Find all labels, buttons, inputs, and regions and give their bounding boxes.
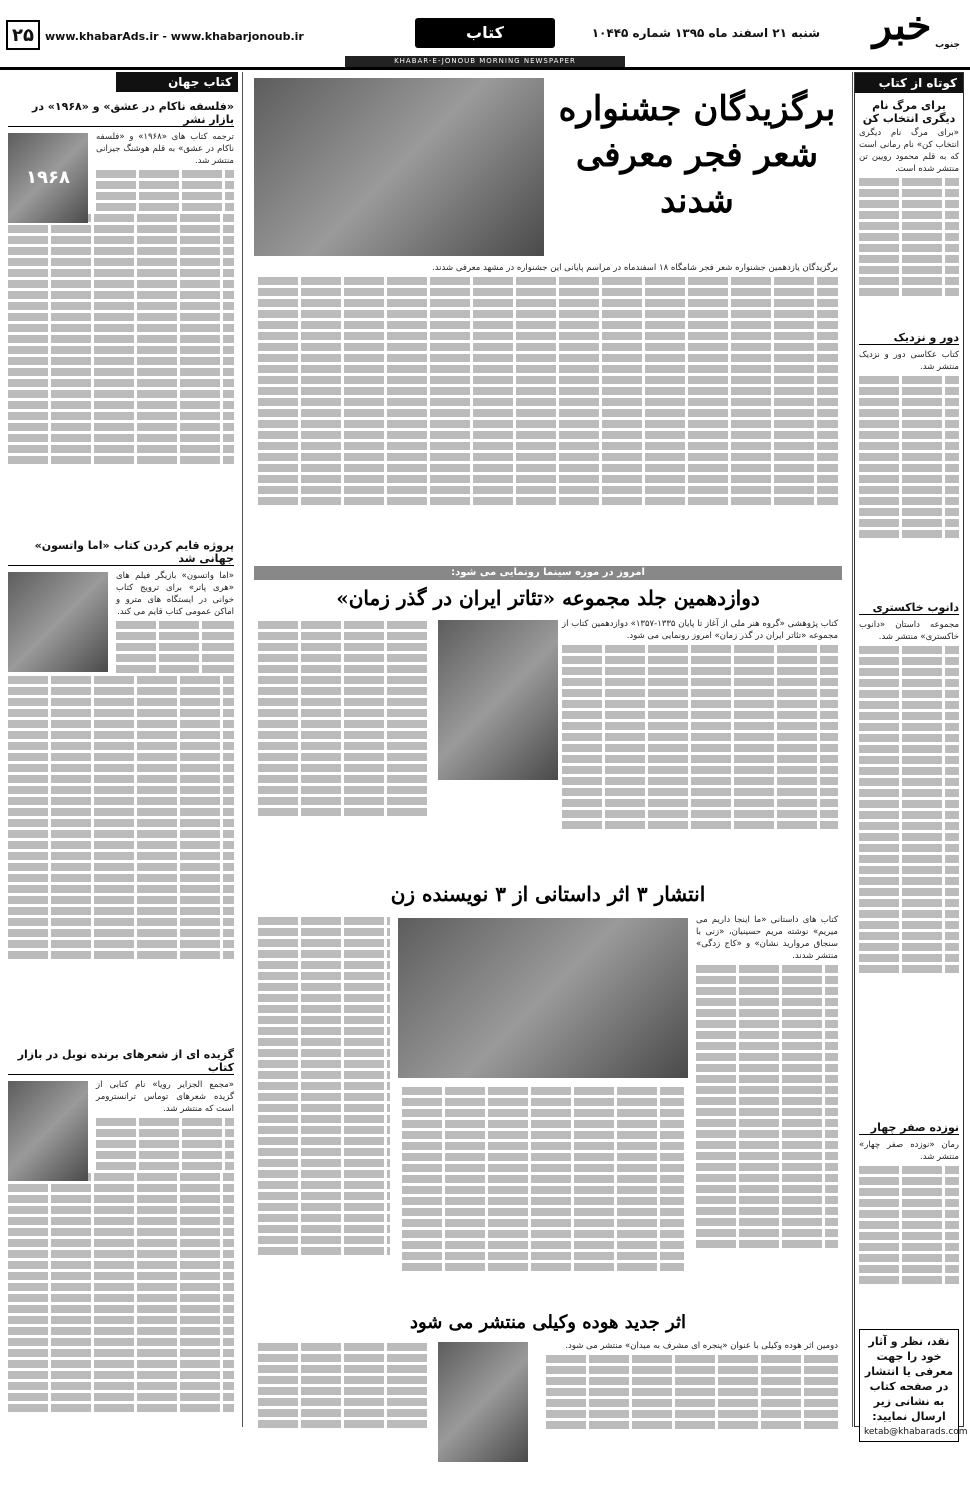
article2-headline: دوازدهمین جلد مجموعه «تئاتر ایران در گذر زمان» xyxy=(336,586,760,610)
article4-body-right xyxy=(542,1340,842,1475)
article2-body-right xyxy=(558,618,842,878)
short-item-1 xyxy=(855,93,963,323)
window-book-cover xyxy=(438,1342,528,1462)
festival-photo xyxy=(254,78,544,256)
lead-headline: برگزیدگان جشنواره شعر فجر معرفی شدند xyxy=(558,89,836,221)
short-news-column xyxy=(854,72,968,1437)
article4-text: دومین اثر هوده وکیلی با عنوان «پنجره ای مشرف به میدان» منتشر می شود. xyxy=(565,1341,838,1351)
item1-body xyxy=(4,131,238,531)
article4-headline: اثر جدید هوده وکیلی منتشر می شود xyxy=(409,1312,686,1333)
emma-watson-photo xyxy=(8,572,108,672)
dateline: شنبه ۲۱ اسفند ماه ۱۳۹۵ شماره ۱۰۴۴۵ xyxy=(591,26,820,40)
item2-text: «اما واتسون» بازیگر فیلم های «هری پاتر» برای ترویج کتاب خوانی در ایستگاه های مترو و اماکن عمومی کتاب قایم می کند. xyxy=(116,571,234,617)
short-item-2 xyxy=(855,323,963,593)
masthead-rule xyxy=(0,67,970,70)
logo-text: خبر xyxy=(872,2,932,49)
section-title: کتاب xyxy=(415,18,555,48)
article2-text: کتاب پژوهشی «گروه هنر ملی از آغاز تا پایان ۱۳۳۵-۱۳۵۷» دوازدهمین کتاب از مجموعه «تئاتر ایران در گذر زمان» امروز رونمایی می شود. xyxy=(562,619,838,641)
short-item-text: «برای مرگ نام دیگری انتخاب کن» نام رمانی است که به قلم محمود رویین تن منتشر شده است. xyxy=(859,128,959,174)
short-item-text: رمان «نوزده صفر چهار» منتشر شد. xyxy=(859,1140,959,1162)
short-item-title: دانوب خاکستری xyxy=(859,601,959,615)
submission-text: نقد، نظر و آثار خود را جهت معرفی یا انتشار در صفحه کتاب به نشانی زیر ارسال نمایید: xyxy=(864,1335,954,1423)
short-item-title: برای مرگ نام دیگری انتخاب کن xyxy=(862,99,956,125)
item1-title: «فلسفه ناکام در عشق» و «۱۹۶۸» در بازار نشر xyxy=(8,100,234,127)
main-articles xyxy=(248,72,848,1427)
column-divider-left xyxy=(242,72,243,1427)
short-item-3 xyxy=(855,593,963,1113)
short-item-text: مجموعه داستان «دانوب خاکستری» منتشر شد. xyxy=(859,620,959,642)
lead-body xyxy=(254,262,842,562)
article2-kicker: امروز در موزه سینما رونمایی می شود: xyxy=(254,566,842,580)
item1-text: ترجمه کتاب های «۱۹۶۸» و «فلسفه ناکام در عشق» به قلم هوشنگ جیرانی منتشر شد. xyxy=(96,132,234,166)
submission-email[interactable]: ketab@khabarads.com xyxy=(864,1427,968,1437)
article3-headline: انتشار ۳ اثر داستانی از ۳ نویسنده زن xyxy=(390,882,706,906)
short-item-title: دور و نزدیک xyxy=(859,331,959,345)
short-item-title: نوزده صفر چهار xyxy=(859,1121,959,1135)
article3-body-right xyxy=(692,914,842,1304)
article3-body-center xyxy=(398,1084,688,1304)
article2-body-left xyxy=(254,618,434,878)
logo-subtitle: جنوب xyxy=(935,40,960,50)
three-books-photo xyxy=(398,918,688,1078)
short-item-4 xyxy=(855,1113,963,1323)
masthead xyxy=(0,0,970,65)
book-1968-cover: ۱۹۶۸ xyxy=(8,133,88,223)
item3-body xyxy=(4,1079,238,1499)
world-books-column xyxy=(4,72,238,1427)
item2-title: پروژه قایم کردن کتاب «اما واتسون» جهانی شد xyxy=(8,539,234,566)
page-number: ۲۵ xyxy=(6,20,40,50)
column-divider-right xyxy=(852,72,853,1427)
world-books-header: کتاب جهان xyxy=(116,72,238,92)
website-urls: www.khabarAds.ir - www.khabarjonoub.ir xyxy=(45,30,304,43)
article3-text: کتاب های داستانی «ما اینجا داریم می میریم» نوشته مریم حسینیان، «زنی با سنجاق مروارید نشان» و «کاج زدگی» منتشر شدند. xyxy=(696,915,838,961)
article3-body-left xyxy=(254,914,394,1304)
short-item-text: کتاب عکاسی دور و نزدیک منتشر شد. xyxy=(859,350,959,372)
ribbon: KHABAR-E-JONOUB MORNING NEWSPAPER xyxy=(345,56,625,67)
theatre-book-cover xyxy=(438,620,558,780)
item3-title: گزیده ای از شعرهای برنده نوبل در بازار کتاب xyxy=(8,1048,234,1075)
article4-body-left xyxy=(254,1340,434,1475)
lead-text: برگزیدگان یازدهمین جشنواره شعر فجر شامگاه ۱۸ اسفندماه در مراسم پایانی این جشنواره در مشهد معرفی شدند. xyxy=(432,263,838,273)
submission-box xyxy=(859,1329,968,1442)
item2-body xyxy=(4,570,238,1040)
short-news-header: کوتاه از کتاب xyxy=(855,73,963,93)
item3-text: «مجمع الجزایر رویا» نام کتابی از گزیده شعرهای توماس ترانسترومر است که منتشر شد. xyxy=(96,1080,234,1114)
poet-portrait xyxy=(8,1081,88,1181)
